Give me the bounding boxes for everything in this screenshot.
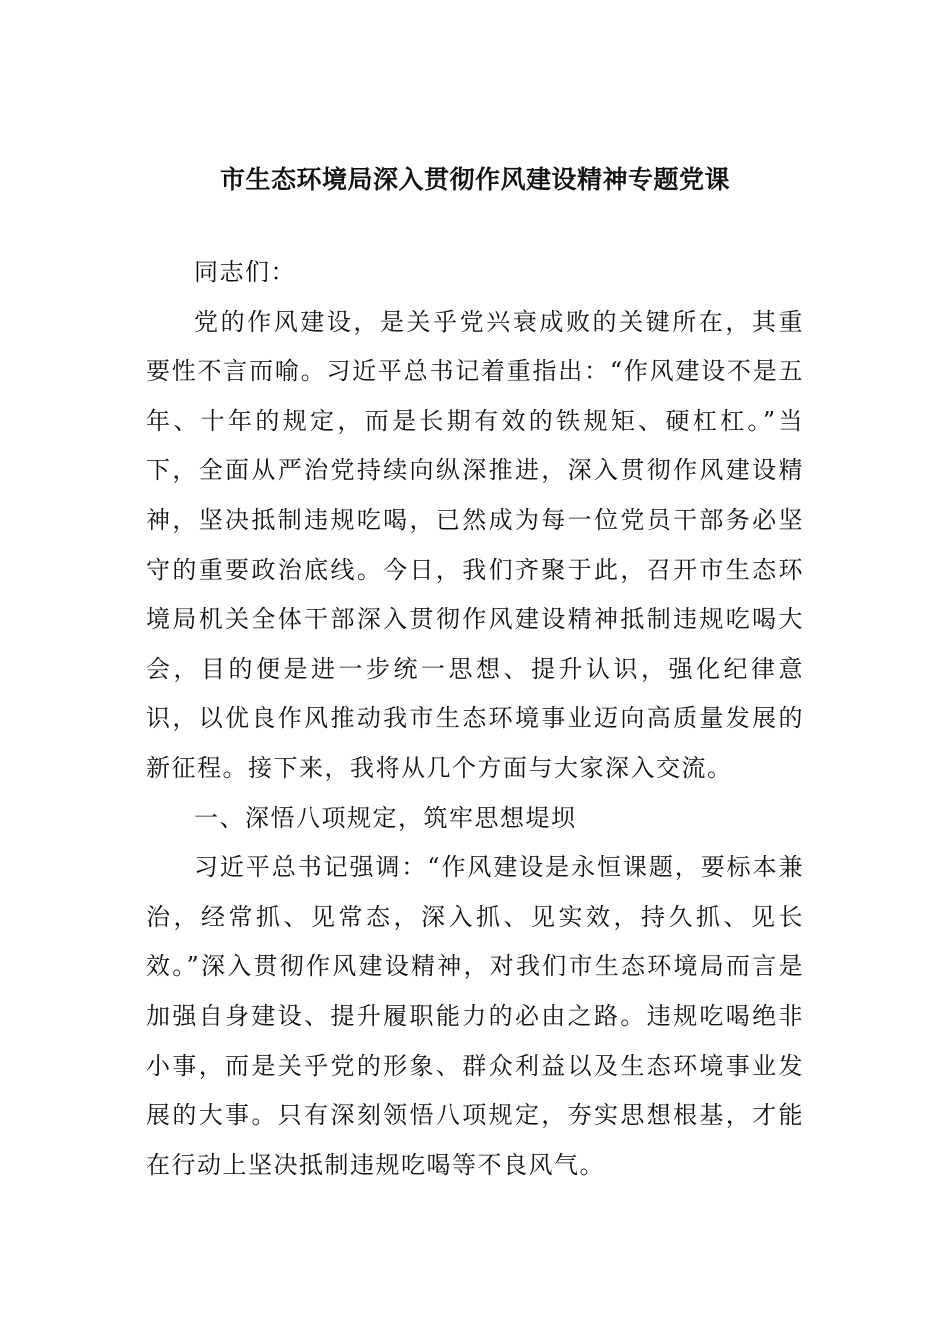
document-title: 市生态环境局深入贯彻作风建设精神专题党课 bbox=[219, 165, 730, 194]
section-heading-1: 一、深悟八项规定，筑牢思想堤坝 bbox=[194, 803, 577, 832]
intro-paragraph: 党的作风建设，是关乎党兴衰成败的关键所在，其重要性不言而喻。习近平总书记着重指出：“作风建设不是五年、十年的规定，而是长期有效的铁规矩、硬杠杠。”当下，全面从严治党持续向纵深推进，深入贯彻作风建设精神，坚决抵制违规吃喝，已然成为每一位党员干部务必坚守的重要政治底线。今日，我们齐聚于此，召开市生态环境局机关全体干部深入贯彻作风建设精神抵制违规吃喝大会，目的便是进一步统一思想、提升认识，强化纪律意识，以优良作风推动我市生态环境事业迈向高质量发展的新征程。接下来，我将从几个方面与大家深入交流。 bbox=[146, 307, 804, 782]
document-body bbox=[146, 248, 804, 1190]
salutation-paragraph: 同志们： bbox=[194, 258, 296, 286]
section-1-paragraph: 习近平总书记强调：“作风建设是永恒课题，要标本兼治，经常抓、见常态，深入抓、见实效，持久抓、见长效。”深入贯彻作风建设精神，对我们市生态环境局而言是加强自身建设、提升履职能力的必由之路。违规吃喝绝非小事，而是关乎党的形象、群众利益以及生态环境事业发展的大事。只有深刻领悟八项规定，夯实思想根基，才能在行动上坚决抵制违规吃喝等不良风气。 bbox=[146, 853, 804, 1179]
